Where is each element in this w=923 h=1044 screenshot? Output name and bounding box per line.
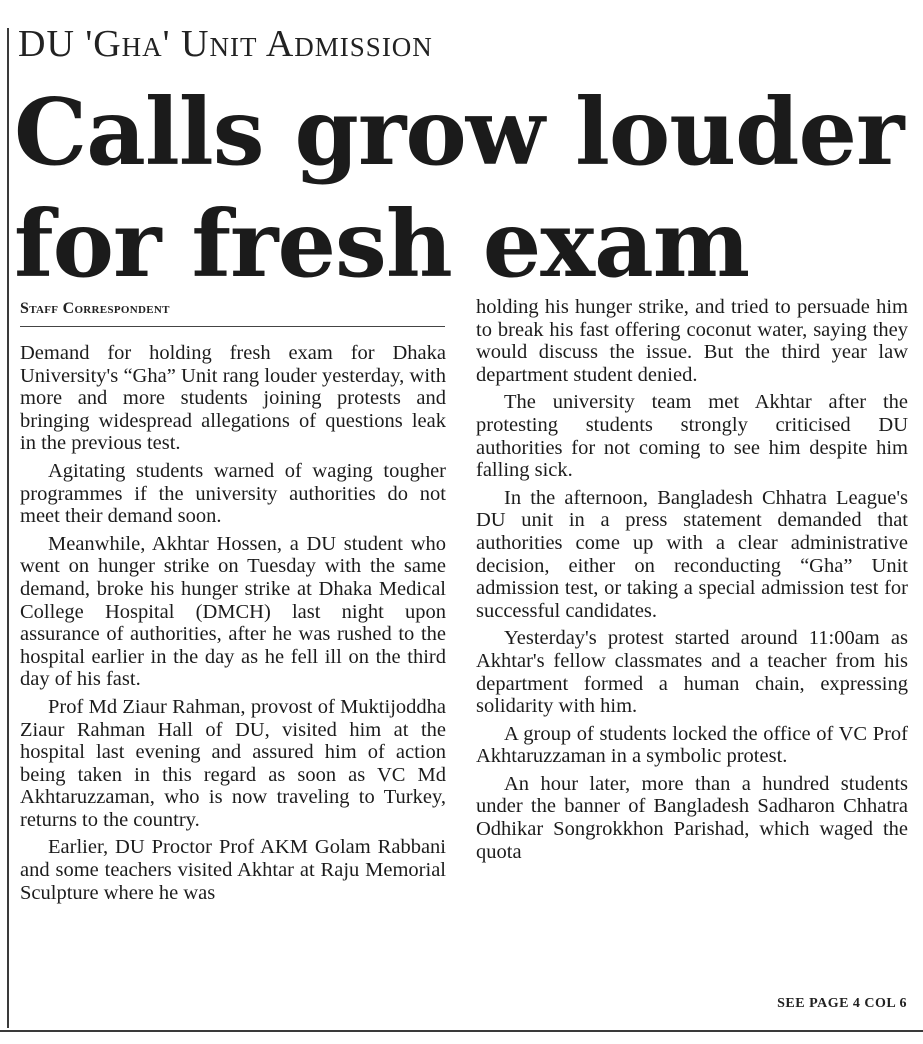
paragraph: holding his hunger strike, and tried to persuade him to break his fast offering coconut water, saying they would discuss the issue. But the third year law department student denied. (476, 296, 908, 386)
headline-line-1: Calls grow louder (14, 78, 904, 186)
paragraph: The university team met Akhtar after the protesting students strongly criticised DU authorities for not coming to see him despite him falling sick. (476, 391, 908, 482)
paragraph: Earlier, DU Proctor Prof AKM Golam Rabbani and some teachers visited Akhtar at Raju Memorial Sculpture where he was (20, 836, 446, 904)
paragraph: A group of students locked the office of VC Prof Akhtaruzzaman in a symbolic protest. (476, 722, 908, 768)
bottom-rule (0, 1030, 923, 1032)
left-column-rule (7, 28, 9, 1028)
article-column-left (20, 342, 446, 909)
headline-line-2: for fresh exam (14, 190, 750, 298)
byline: Staff Correspondent (20, 300, 170, 317)
article-column-right (476, 296, 908, 868)
headline (14, 76, 914, 300)
continuation-note: SEE PAGE 4 COL 6 (777, 996, 907, 1011)
paragraph: Demand for holding fresh exam for Dhaka University's “Gha” Unit rang louder yesterday, with more and more students joining protests and bringing widespread allegations of questions leak in the previous test. (20, 342, 446, 455)
paragraph: Agitating students warned of waging tougher programmes if the university authorities do not meet their demand soon. (20, 459, 446, 528)
paragraph: Yesterday's protest started around 11:00am as Akhtar's fellow classmates and a teacher from his department formed a human chain, expressing solidarity with him. (476, 627, 908, 718)
paragraph: Prof Md Ziaur Rahman, provost of Muktijoddha Ziaur Rahman Hall of DU, visited him at the hospital last evening and assured him of action being taken in this regard as soon as VC Md Akhtaruzzaman, who is now traveling to Turkey, returns to the country. (20, 695, 446, 831)
paragraph: In the afternoon, Bangladesh Chhatra League's DU unit in a press statement demanded that authorities come up with a clear administrative decision, either on reconducting “Gha” Unit admission test, or taking a special admission test for successful candidates. (476, 486, 908, 622)
paragraph: Meanwhile, Akhtar Hossen, a DU student who went on hunger strike on Tuesday with the same demand, broke his hunger strike at Dhaka Medical College Hospital (DMCH) last night upon assurance of authorities, after he was rushed to the hospital earlier in the day as he fell ill on the third day of his fast. (20, 532, 446, 691)
paragraph: An hour later, more than a hundred students under the banner of Bangladesh Sadharon Chhatra Odhikar Songrokkhon Parishad, which waged the quota (476, 772, 908, 863)
byline-rule (20, 326, 445, 327)
kicker: DU 'Gha' Unit Admission (18, 23, 433, 65)
